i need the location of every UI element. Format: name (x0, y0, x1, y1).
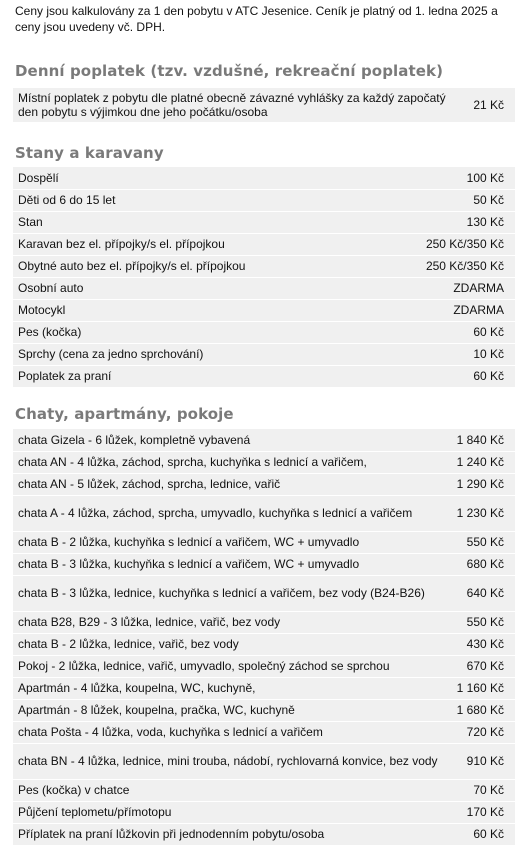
item-label: chata Pošta - 4 lůžka, voda, kuchyňka s lednicí a vařičem (13, 721, 451, 743)
item-label: chata BN - 4 lůžka, lednice, mini trouba, nádobí, rychlovarná konvice, bez vody (13, 743, 451, 779)
item-price: 640 Kč (451, 575, 515, 611)
item-label: Pes (kočka) (13, 321, 373, 343)
table-row (13, 429, 515, 451)
table-row (13, 655, 515, 677)
table-row (13, 779, 515, 801)
table-row (13, 801, 515, 823)
item-price: 1 840 Kč (451, 429, 515, 451)
table-row (13, 553, 515, 575)
cabins-table (13, 429, 515, 846)
item-price: 250 Kč/350 Kč (373, 255, 515, 277)
item-label: chata B - 3 lůžka, lednice, kuchyňka s lednicí a vařičem, bez vody (B24-B26) (13, 575, 451, 611)
item-label: chata B28, B29 - 3 lůžka, lednice, vařič, bez vody (13, 611, 451, 633)
item-price: 250 Kč/350 Kč (373, 233, 515, 255)
item-price: 100 Kč (373, 167, 515, 189)
item-label: chata Gizela - 6 lůžek, kompletně vybavená (13, 429, 451, 451)
item-price: 430 Kč (451, 633, 515, 655)
item-label: Půjčení teplometu/přímotopu (13, 801, 451, 823)
daily-fee-table (13, 88, 515, 123)
table-row (13, 88, 515, 122)
item-price: 1 240 Kč (451, 451, 515, 473)
item-label: Děti od 6 do 15 let (13, 189, 373, 211)
table-row (13, 211, 515, 233)
section-title-daily-fee: Denní poplatek (tzv. vzdušné, rekreační poplatek) (15, 62, 444, 80)
table-row (13, 677, 515, 699)
table-row (13, 743, 515, 779)
item-price: 1 230 Kč (451, 495, 515, 531)
table-row (13, 699, 515, 721)
item-price: ZDARMA (373, 299, 515, 321)
table-row (13, 473, 515, 495)
table-row (13, 167, 515, 189)
item-label: chata B - 2 lůžka, kuchyňka s lednicí a vařičem, WC + umyvadlo (13, 531, 451, 553)
table-row (13, 823, 515, 845)
item-label: Apartmán - 4 lůžka, koupelna, WC, kuchyně, (13, 677, 451, 699)
item-label: Motocykl (13, 299, 373, 321)
item-price: 1 160 Kč (451, 677, 515, 699)
item-price: 60 Kč (451, 823, 515, 845)
table-row (13, 321, 515, 343)
section-title-tents-caravans: Stany a karavany (15, 144, 164, 162)
table-row (13, 531, 515, 553)
item-price: ZDARMA (373, 277, 515, 299)
item-price: 21 Kč (468, 88, 515, 122)
item-label: Příplatek na praní lůžkovin při jednodenním pobytu/osoba (13, 823, 451, 845)
item-price: 130 Kč (373, 211, 515, 233)
table-row (13, 255, 515, 277)
item-price: 170 Kč (451, 801, 515, 823)
table-row (13, 189, 515, 211)
table-row (13, 721, 515, 743)
item-label: Pes (kočka) v chatce (13, 779, 451, 801)
tents-caravans-table (13, 167, 515, 388)
item-label: Apartmán - 8 lůžek, koupelna, pračka, WC, kuchyně (13, 699, 451, 721)
item-label: chata B - 2 lůžka, lednice, vařič, bez vody (13, 633, 451, 655)
item-label: Sprchy (cena za jedno sprchování) (13, 343, 373, 365)
table-row (13, 365, 515, 387)
item-price: 70 Kč (451, 779, 515, 801)
item-price: 680 Kč (451, 553, 515, 575)
item-price: 10 Kč (373, 343, 515, 365)
item-price: 550 Kč (451, 531, 515, 553)
item-price: 60 Kč (373, 321, 515, 343)
item-price: 550 Kč (451, 611, 515, 633)
item-label: Osobní auto (13, 277, 373, 299)
table-row (13, 343, 515, 365)
item-label: chata AN - 5 lůžek, záchod, sprcha, lednice, vařič (13, 473, 451, 495)
item-label: chata A - 4 lůžka, záchod, sprcha, umyvadlo, kuchyňka s lednicí a vařičem (13, 495, 451, 531)
table-row (13, 277, 515, 299)
item-price: 1 680 Kč (451, 699, 515, 721)
item-label: Místní poplatek z pobytu dle platné obecně závazné vyhlášky za každý započatý den pobytu s výjimkou dne jeho počátku/osoba (13, 88, 468, 122)
item-label: Dospělí (13, 167, 373, 189)
item-label: Pokoj - 2 lůžka, lednice, vařič, umyvadlo, společný záchod se sprchou (13, 655, 451, 677)
item-label: Poplatek za praní (13, 365, 373, 387)
table-row (13, 495, 515, 531)
item-label: Stan (13, 211, 373, 233)
item-label: Obytné auto bez el. přípojky/s el. přípojkou (13, 255, 373, 277)
table-row (13, 575, 515, 611)
table-row (13, 451, 515, 473)
item-label: Karavan bez el. přípojky/s el. přípojkou (13, 233, 373, 255)
item-label: chata B - 3 lůžka, kuchyňka s lednicí a vařičem, WC + umyvadlo (13, 553, 451, 575)
intro-text: Ceny jsou kalkulovány za 1 den pobytu v ATC Jesenice. Ceník je platný od 1. ledna 2025 a ceny jsou uvedeny vč. DPH. (15, 4, 498, 34)
item-price: 60 Kč (373, 365, 515, 387)
item-price: 670 Kč (451, 655, 515, 677)
table-row (13, 611, 515, 633)
table-row (13, 233, 515, 255)
item-price: 910 Kč (451, 743, 515, 779)
item-price: 50 Kč (373, 189, 515, 211)
table-row (13, 633, 515, 655)
section-title-cabins: Chaty, apartmány, pokoje (15, 405, 234, 423)
item-price: 1 290 Kč (451, 473, 515, 495)
table-row (13, 299, 515, 321)
item-label: chata AN - 4 lůžka, záchod, sprcha, kuchyňka s lednicí a vařičem, (13, 451, 451, 473)
item-price: 720 Kč (451, 721, 515, 743)
